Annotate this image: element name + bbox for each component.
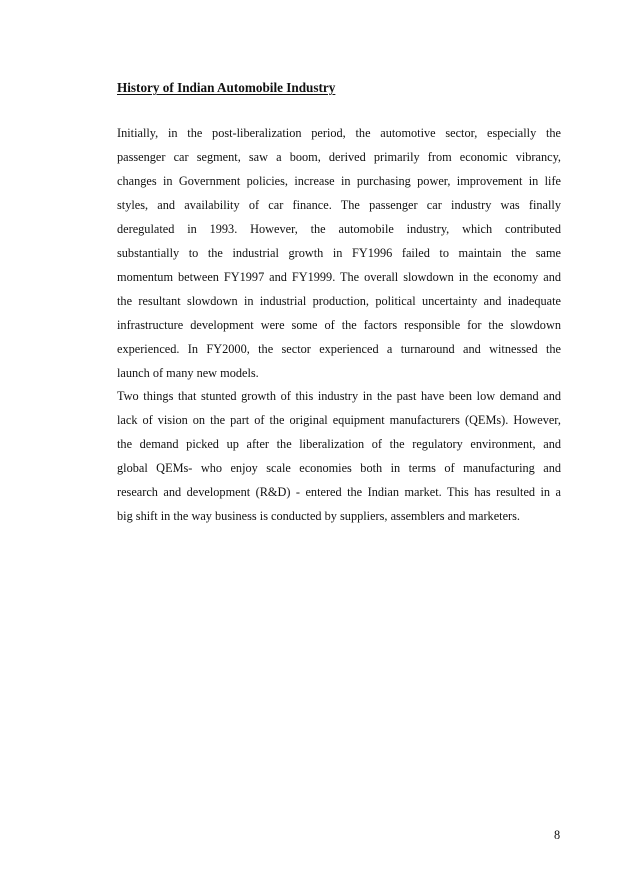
- paragraph-line: experienced. In FY2000, the sector experienced a turnaround and witnessed the: [117, 342, 561, 356]
- paragraph-line: passenger car segment, saw a boom, derived primarily from economic vibrancy,: [117, 150, 561, 164]
- paragraph-line: the resultant slowdown in industrial production, political uncertainty and inadequate: [117, 294, 561, 308]
- paragraph-line: launch of many new models.: [117, 366, 259, 380]
- paragraph-2: [117, 384, 561, 528]
- paragraph-line: styles, and availability of car finance. The passenger car industry was finally: [117, 198, 561, 212]
- paragraph-line: infrastructure development were some of the factors responsible for the slowdown: [117, 318, 561, 332]
- paragraph-line: momentum between FY1997 and FY1999. The overall slowdown in the economy and: [117, 270, 561, 284]
- paragraph-line: Two things that stunted growth of this industry in the past have been low demand and: [117, 389, 561, 403]
- paragraph-line: global QEMs- who enjoy scale economies both in terms of manufacturing and: [117, 461, 561, 475]
- page-number: 8: [554, 828, 561, 842]
- paragraph-line: research and development (R&D) - entered the Indian market. This has resulted in a: [117, 485, 561, 499]
- section-title: History of Indian Automobile Industry: [117, 80, 336, 95]
- paragraph-line: lack of vision on the part of the original equipment manufacturers (QEMs). However,: [117, 413, 561, 427]
- paragraph-line: the demand picked up after the liberalization of the regulatory environment, and: [117, 437, 561, 451]
- paragraph-1: [117, 121, 561, 385]
- paragraph-line: Initially, in the post-liberalization period, the automotive sector, especially the: [117, 126, 561, 140]
- paragraph-line: substantially to the industrial growth in FY1996 failed to maintain the same: [117, 246, 561, 260]
- paragraph-line: deregulated in 1993. However, the automobile industry, which contributed: [117, 222, 561, 236]
- paragraph-line: changes in Government policies, increase in purchasing power, improvement in life: [117, 174, 561, 188]
- paragraph-line: big shift in the way business is conducted by suppliers, assemblers and marketers.: [117, 509, 520, 523]
